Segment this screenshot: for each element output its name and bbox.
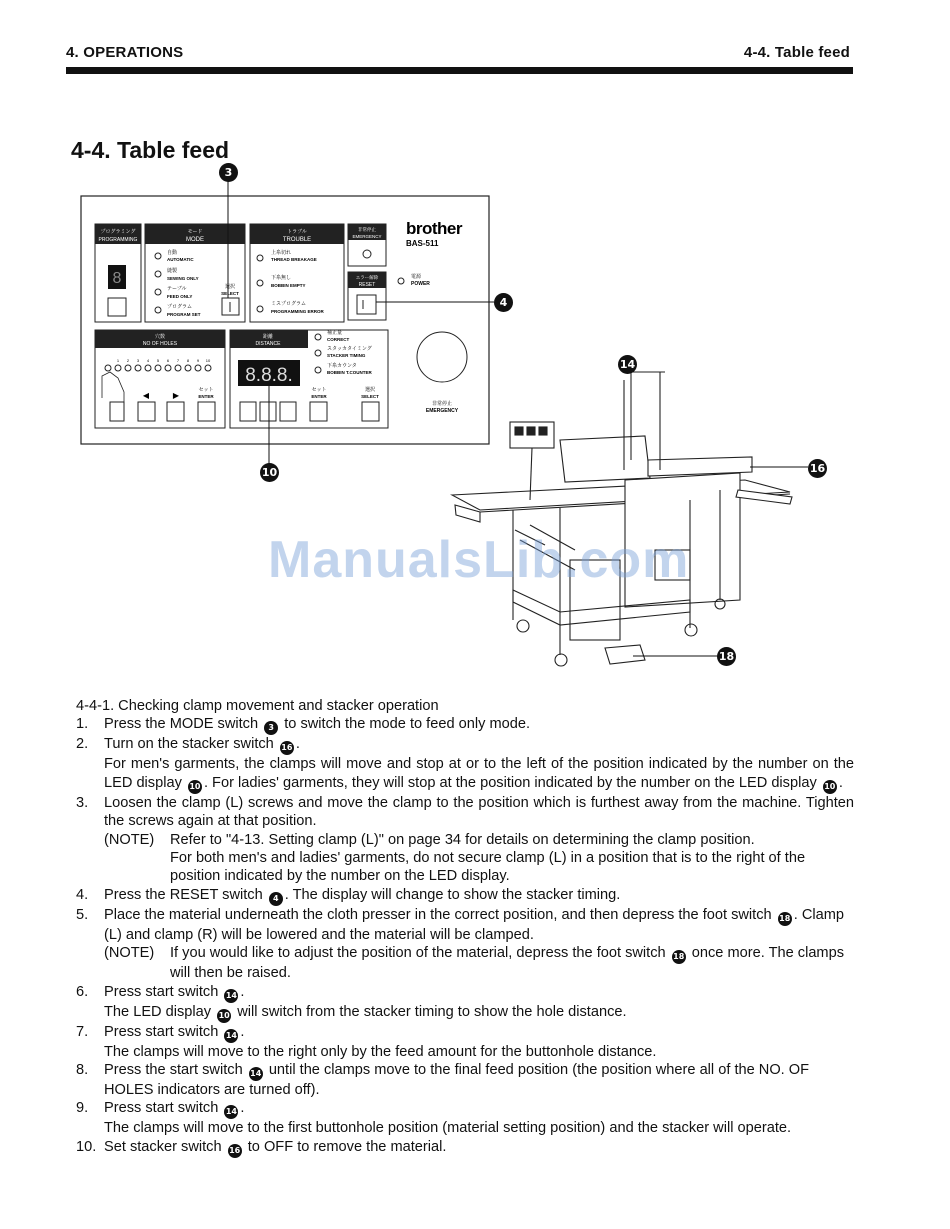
step-6: 6. Press start switch 14 . The LED display 10 will switch from the stacker timing to show the hole distance. [76, 983, 854, 1023]
note-text-2: For both men's and ladies' garments, do not secure clamp (L) in a position that is to the right of the position indicated by the number on the LED display. [170, 850, 806, 885]
holes-enter-button [198, 402, 215, 421]
svg-text:8: 8 [186, 358, 190, 363]
callout-18: 18 [717, 647, 736, 666]
step-4: 4. Press the RESET switch 4 . The display will change to show the stacker timing. [76, 886, 854, 906]
step-number: 6. [76, 983, 89, 1000]
step-7-detail: The clamps will move to the right only by the feed amount for the buttonhole distance. [104, 1043, 657, 1060]
left-arrow-icon: ◀ [142, 391, 150, 400]
emergency-label-jp: 非常停止 [358, 227, 376, 232]
callout-ref-icon: 14 [224, 989, 238, 1003]
svg-text:10: 10 [205, 358, 211, 363]
callout-ref-icon: 16 [228, 1144, 242, 1158]
right-arrow-icon: ▶ [172, 391, 180, 400]
note-tag: (NOTE) [104, 831, 155, 848]
step-number: 10. [76, 1138, 97, 1155]
callout-ref-icon: 10 [188, 780, 202, 794]
trouble-label: TROUBLE [282, 237, 312, 243]
reset-label-jp: エラー解除 [355, 275, 379, 280]
distance-enter-button [310, 402, 327, 421]
step-number: 5. [76, 906, 89, 923]
svg-text:5: 5 [156, 358, 160, 363]
callout-ref-icon: 10 [217, 1009, 231, 1023]
svg-text:9: 9 [196, 358, 200, 363]
step-3-note [104, 831, 854, 886]
holes-label: NO OF HOLES [142, 341, 178, 347]
mode-feed-jp: テーブル [167, 286, 187, 292]
mode-program-jp: プログラム [167, 304, 192, 310]
callout-ref-icon: 14 [224, 1105, 238, 1119]
callout-ref-icon: 4 [269, 892, 283, 906]
svg-text:4: 4 [146, 358, 150, 363]
page-title: 4-4. Table feed [71, 137, 230, 163]
mode-program: PROGRAM SET [167, 312, 201, 317]
emergency-label: EMERGENCY [352, 234, 382, 239]
step-2-detail: For men's garments, the clamps will move and stop at or to the left of the position indicated by the number on the LED display 10 . For ladies' garments, they will stop at the position indicated by the number on the LED display 10 . [104, 755, 854, 793]
step-number: 4. [76, 886, 89, 903]
correct-label: CORRECT [327, 337, 350, 342]
step-1: 1. Press the MODE switch 3 to switch the mode to feed only mode. [76, 715, 854, 735]
step-number: 7. [76, 1023, 89, 1040]
svg-text:1: 1 [116, 358, 120, 363]
stacker-timing-label: STACKER TIMING [327, 353, 366, 358]
stacker-timing-jp: スタッカタイミング [327, 346, 372, 352]
note-text-1: Refer to "4-13. Setting clamp (L)" on page 34 for details on determining the clamp position. [170, 831, 755, 848]
programming-label-jp: プログラミング [100, 229, 136, 235]
svg-text:3: 3 [136, 358, 140, 363]
svg-text:8: 8 [112, 270, 122, 287]
bobbin-counter-jp: 下糸カウンタ [327, 363, 357, 369]
mode-label-jp: モード [187, 229, 203, 235]
page-header-left: 4. OPERATIONS [66, 44, 184, 61]
note-tag: (NOTE) [104, 945, 155, 962]
power-label-jp: 電源 [411, 274, 422, 280]
trouble-program: PROGRAMMING ERROR [271, 309, 324, 314]
step-3-text: Loosen the clamp (L) screws and move the clamp to the position which is furthest away from the machine. Tighten the screws again at that position. [104, 794, 854, 830]
brand-logo: brother [406, 219, 462, 238]
callout-ref-icon: 16 [280, 741, 294, 755]
programming-label: PROGRAMMING [98, 237, 138, 243]
step-7: 7. Press start switch 14 . The clamps will move to the right only by the feed amount for the buttonhole distance. [76, 1023, 854, 1061]
step-number: 3. [76, 794, 89, 811]
step-number: 1. [76, 716, 89, 733]
svg-text:6: 6 [166, 358, 170, 363]
correct-jp: 補正量 [327, 330, 343, 336]
trouble-thread-jp: 上糸切れ [271, 250, 292, 256]
callout-ref-icon: 14 [249, 1067, 263, 1081]
callout-ref-icon: 3 [264, 721, 278, 735]
page-header-right: 4-4. Table feed [743, 44, 850, 61]
step-3 [76, 794, 854, 886]
mode-label: MODE [186, 237, 204, 243]
section-heading: 4-4-1. Checking clamp movement and stacker operation [76, 698, 439, 714]
led-display-digits: 8.8.8. [245, 365, 293, 386]
emergency-stop-label: EMERGENCY [425, 408, 459, 414]
programming-button [108, 298, 126, 316]
watermark: ManualsLib.com [268, 531, 690, 589]
step-9-detail: The clamps will move to the first buttonhole position (material setting position) and the stacker will operate. [104, 1120, 792, 1137]
distance-select-button [362, 402, 379, 421]
callout-10: 10 [260, 463, 279, 482]
holes-enter-label: ENTER [198, 394, 214, 399]
distance-label: DISTANCE [255, 341, 281, 347]
step-8: 8. Press the start switch 14 until the clamps move to the final feed position (the position where all of the NO. OF HOLES indicators are turned off). [76, 1062, 810, 1099]
svg-text:2: 2 [126, 358, 130, 363]
machine-illustration [452, 372, 792, 666]
reset-label: RESET [358, 282, 376, 288]
trouble-bobbin: BOBBIN EMPTY [271, 283, 306, 288]
mode-sewing-jp: 縫製 [167, 268, 178, 274]
step-9: 9. Press start switch 14 . The clamps will move to the first buttonhole position (material setting position) and the stacker will operate. [76, 1099, 854, 1137]
mode-automatic-jp: 自動 [167, 250, 178, 256]
step-10: 10. Set stacker switch 16 to OFF to remove the material. [76, 1138, 854, 1158]
callout-ref-icon: 14 [224, 1029, 238, 1043]
distance-label-jp: 距離 [262, 334, 274, 340]
distance-select-label: SELECT [361, 394, 379, 399]
mode-select-label: SELECT [221, 291, 239, 296]
mode-feed: FEED ONLY [167, 294, 193, 299]
model-label: BAS-511 [406, 239, 439, 248]
callout-ref-icon: 18 [778, 912, 792, 926]
trouble-program-jp: ミスプログラム [271, 301, 306, 307]
callout-ref-icon: 18 [672, 950, 686, 964]
step-5-note: (NOTE) If you would like to adjust the position of the material, depress the foot switch 18 once more. The clamps will then be raised. [104, 945, 845, 982]
bobbin-counter-label: BOBBIN T.COUNTER [327, 370, 372, 375]
step-number: 9. [76, 1100, 89, 1117]
distance-enter-label: ENTER [311, 394, 327, 399]
holes-right-button [167, 402, 184, 421]
step-number: 8. [76, 1062, 89, 1079]
callout-ref-icon: 10 [823, 780, 837, 794]
distance-select-jp: 選択 [364, 387, 376, 393]
holes-label-jp: 穴数 [154, 334, 166, 340]
callout-4: 4 [494, 293, 513, 312]
power-label: POWER [411, 281, 430, 287]
reset-button [357, 295, 376, 314]
trouble-thread: THREAD BREAKAGE [271, 257, 317, 262]
holes-left-button [138, 402, 155, 421]
instructions [76, 697, 854, 1158]
distance-set-jp: セット [311, 387, 327, 393]
emergency-stop-button [417, 332, 467, 382]
trouble-label-jp: トラブル [287, 229, 307, 235]
step-5: 5. Place the material underneath the cloth presser in the correct position, and then depress the foot switch 18 . Clamp (L) and clamp (R) will be lowered and the material will be clamped. (NOTE) If you would like to adjust the position of the material, depress the foot switch 18 once more. The clamps will then be raised. [76, 906, 854, 983]
mode-select-jp: 選択 [224, 284, 236, 290]
emergency-stop-jp: 非常停止 [431, 401, 453, 407]
mode-sewing: SEWING ONLY [167, 276, 199, 281]
trouble-bobbin-jp: 下糸無し [271, 275, 292, 281]
holes-set-jp: セット [198, 387, 214, 393]
step-2: 2. Turn on the stacker switch 16 . For men's garments, the clamps will move and stop at or to the left of the position indicated by the number on the LED display 10 . For ladies' garments, they will stop at the position indicated by the number on the LED display 10 . [76, 735, 854, 793]
callout-16: 16 [808, 459, 827, 478]
mode-automatic: AUTOMATIC [167, 257, 194, 262]
step-number: 2. [76, 736, 89, 753]
svg-text:7: 7 [176, 358, 180, 363]
callout-3: 3 [219, 163, 238, 182]
callout-14: 14 [618, 355, 637, 374]
